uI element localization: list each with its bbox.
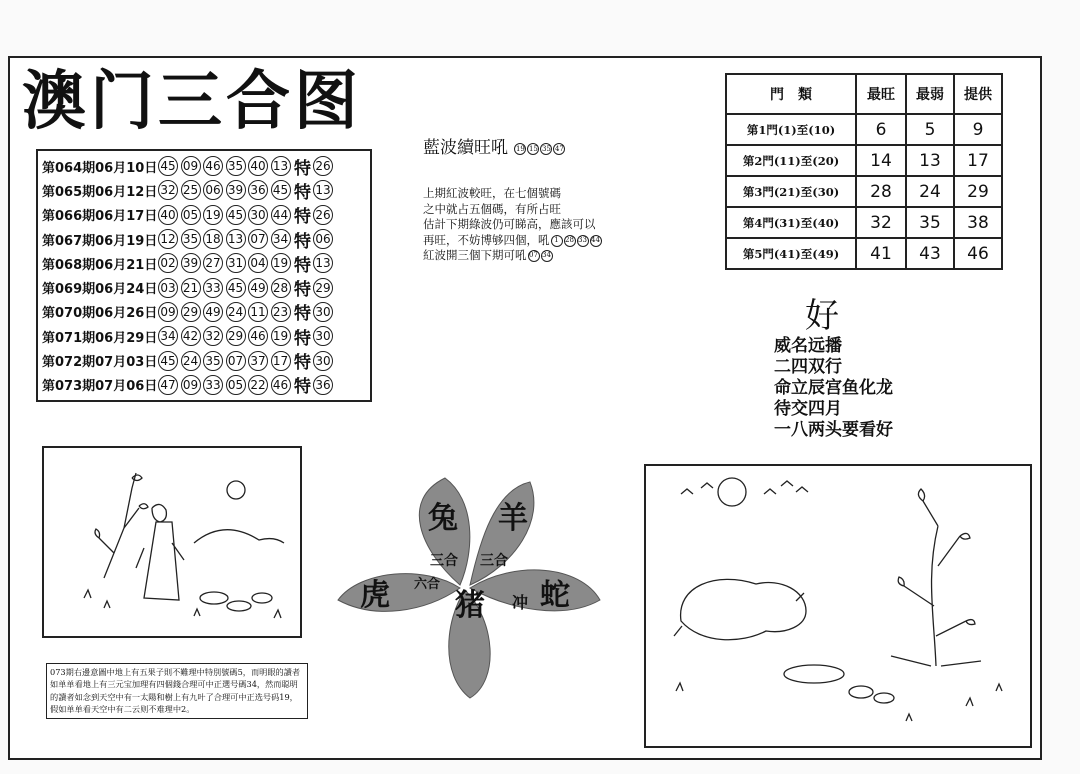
number-ball: 06 xyxy=(203,180,223,200)
poem-line: 命立辰宫鱼化龙 xyxy=(774,378,893,398)
circled-number: 1 xyxy=(551,235,563,247)
gate-cell-max: 41 xyxy=(856,238,906,269)
number-ball: 35 xyxy=(203,351,223,371)
number-ball: 29 xyxy=(181,302,201,322)
number-ball: 34 xyxy=(271,229,291,249)
number-ball: 33 xyxy=(203,375,223,395)
grass-icon xyxy=(84,590,281,618)
number-ball: 44 xyxy=(271,205,291,225)
draw-label: 第067期06月19日 xyxy=(42,233,158,249)
number-ball: 46 xyxy=(248,326,268,346)
special-label: 特 xyxy=(294,377,311,398)
header-max: 最旺 xyxy=(856,74,906,114)
draw-label: 第073期07月06日 xyxy=(42,379,158,395)
draw-label: 第066期06月17日 xyxy=(42,209,158,225)
gate-cell-label: 第5門(41)至(49) xyxy=(726,238,856,269)
special-ball: 30 xyxy=(313,326,333,346)
circled-number: 44 xyxy=(590,235,602,247)
gate-row xyxy=(726,145,1002,176)
number-ball: 39 xyxy=(181,253,201,273)
special-ball: 13 xyxy=(313,180,333,200)
number-ball: 29 xyxy=(226,326,246,346)
number-ball: 11 xyxy=(248,302,268,322)
page-title: 澳门三合图 xyxy=(22,65,362,139)
gate-row xyxy=(726,176,1002,207)
relation-sanhe-right: 三合 xyxy=(480,553,508,569)
number-ball: 32 xyxy=(203,326,223,346)
illustration-pig xyxy=(644,464,1032,748)
gate-cell-min: 43 xyxy=(906,238,954,269)
illustration-lady xyxy=(42,446,302,638)
number-ball: 05 xyxy=(226,375,246,395)
special-label: 特 xyxy=(294,328,311,349)
notes-title-text: 藍波續旺吼 xyxy=(423,138,508,158)
number-ball: 35 xyxy=(226,156,246,176)
poem-line: 威名远播 xyxy=(774,336,842,356)
number-ball: 34 xyxy=(158,326,178,346)
draw-label: 第065期06月12日 xyxy=(42,184,158,200)
special-ball: 30 xyxy=(313,351,333,371)
poem xyxy=(774,336,893,441)
gate-cell-max: 6 xyxy=(856,114,906,145)
poem-line: 二四双行 xyxy=(774,357,842,377)
gate-cell-label: 第2門(11)至(20) xyxy=(726,145,856,176)
number-ball: 45 xyxy=(226,205,246,225)
number-ball: 46 xyxy=(271,375,291,395)
birds-icon xyxy=(681,481,808,494)
number-ball: 07 xyxy=(226,351,246,371)
sun-icon xyxy=(227,481,245,499)
draw-label: 第072期07月03日 xyxy=(42,355,158,371)
gate-cell-offer: 17 xyxy=(954,145,1002,176)
number-ball: 12 xyxy=(158,229,178,249)
number-ball: 24 xyxy=(181,351,201,371)
number-ball: 45 xyxy=(271,180,291,200)
special-label: 特 xyxy=(294,353,311,374)
leaves-icon xyxy=(95,475,148,538)
zodiac-flower xyxy=(330,470,620,704)
gate-cell-label: 第3門(21)至(30) xyxy=(726,176,856,207)
draw-label: 第064期06月10日 xyxy=(42,160,158,176)
notes-line-text: 紅波開三個下期可吼 xyxy=(423,248,527,262)
special-label: 特 xyxy=(294,158,311,179)
number-ball: 13 xyxy=(271,156,291,176)
stone-icon xyxy=(252,593,272,603)
stone-icon xyxy=(227,601,251,611)
relation-liuhe: 六合 xyxy=(414,577,441,592)
number-ball: 27 xyxy=(203,253,223,273)
stone-icon xyxy=(874,693,894,703)
number-ball: 23 xyxy=(271,302,291,322)
scan-corner xyxy=(0,0,356,55)
notes-line: 之中就占五個碼，有所占旺 xyxy=(423,201,561,216)
number-ball: 02 xyxy=(158,253,178,273)
number-ball: 35 xyxy=(181,229,201,249)
circled-number: 15 xyxy=(528,144,538,153)
special-label: 特 xyxy=(294,207,311,228)
notes-line: 上期紅波較旺，在七個號碼 xyxy=(423,186,561,200)
special-ball: 26 xyxy=(313,205,333,225)
number-ball: 31 xyxy=(226,253,246,273)
notes-title xyxy=(423,133,565,158)
number-ball: 05 xyxy=(181,205,201,225)
special-label: 特 xyxy=(294,280,311,301)
zodiac-tiger: 虎 xyxy=(360,578,390,613)
pig-icon xyxy=(674,579,806,639)
number-ball: 13 xyxy=(226,229,246,249)
number-ball: 40 xyxy=(248,156,268,176)
hill-icon xyxy=(194,530,284,543)
draw-label: 第071期06月29日 xyxy=(42,330,158,346)
special-label: 特 xyxy=(294,231,311,252)
number-ball: 46 xyxy=(203,156,223,176)
notes-line-numbers xyxy=(550,233,602,247)
number-ball: 30 xyxy=(248,205,268,225)
number-ball: 37 xyxy=(248,351,268,371)
number-ball: 19 xyxy=(271,253,291,273)
number-ball: 39 xyxy=(226,180,246,200)
gate-row xyxy=(726,238,1002,269)
header-category: 門 類 xyxy=(726,74,856,114)
number-ball: 07 xyxy=(248,229,268,249)
header-offer: 提供 xyxy=(954,74,1002,114)
circled-number: 07 xyxy=(528,250,540,262)
draw-row xyxy=(42,227,370,251)
number-ball: 49 xyxy=(248,278,268,298)
header-min: 最弱 xyxy=(906,74,954,114)
draw-row xyxy=(42,275,370,299)
number-ball: 40 xyxy=(158,205,178,225)
number-ball: 19 xyxy=(203,205,223,225)
number-ball: 19 xyxy=(271,326,291,346)
gate-row xyxy=(726,114,1002,145)
special-ball: 36 xyxy=(313,375,333,395)
gate-cell-label: 第4門(31)至(40) xyxy=(726,207,856,238)
notes-line xyxy=(423,248,602,264)
poem-line: 一八两头要看好 xyxy=(774,420,893,440)
number-ball: 21 xyxy=(181,278,201,298)
tree-icon xyxy=(99,473,139,578)
number-ball: 49 xyxy=(203,302,223,322)
number-ball: 18 xyxy=(203,229,223,249)
circled-number: 19 xyxy=(515,144,525,153)
relation-sanhe-left: 三合 xyxy=(430,553,458,569)
gate-cell-min: 24 xyxy=(906,176,954,207)
zodiac-rabbit: 兔 xyxy=(428,501,458,536)
stone-slab-icon xyxy=(784,665,844,683)
draw-label: 第069期06月24日 xyxy=(42,282,158,298)
gate-cell-max: 32 xyxy=(856,207,906,238)
zodiac-goat: 羊 xyxy=(498,501,528,536)
notes-body xyxy=(423,186,602,264)
draw-row xyxy=(42,203,370,227)
special-label: 特 xyxy=(294,304,311,325)
special-ball: 06 xyxy=(313,229,333,249)
gate-cell-min: 35 xyxy=(906,207,954,238)
grass-icon xyxy=(676,683,1002,721)
notes-title-numbers xyxy=(513,138,565,158)
draw-row xyxy=(42,154,370,178)
gate-table-header xyxy=(726,74,1002,114)
good-word: 好 xyxy=(805,296,839,336)
zodiac-pig: 猪 xyxy=(455,588,485,623)
draw-row xyxy=(42,348,370,372)
draw-label: 第068期06月21日 xyxy=(42,257,158,273)
gate-table xyxy=(725,73,1003,270)
special-ball: 13 xyxy=(313,253,333,273)
special-label: 特 xyxy=(294,182,311,203)
circled-number: 47 xyxy=(554,144,564,153)
draw-row xyxy=(42,251,370,275)
gate-cell-offer: 38 xyxy=(954,207,1002,238)
number-ball: 36 xyxy=(248,180,268,200)
notes-line xyxy=(423,233,602,249)
number-ball: 04 xyxy=(248,253,268,273)
number-ball: 28 xyxy=(271,278,291,298)
poem-line: 待交四月 xyxy=(774,399,842,419)
number-ball: 24 xyxy=(226,302,246,322)
draw-results-table xyxy=(36,149,372,402)
gate-cell-max: 28 xyxy=(856,176,906,207)
draw-row xyxy=(42,300,370,324)
circled-number: 33 xyxy=(577,235,589,247)
draw-label: 第070期06月26日 xyxy=(42,306,158,322)
flower-petal xyxy=(338,574,460,612)
leaves-icon xyxy=(898,489,975,625)
zodiac-snake: 蛇 xyxy=(540,578,570,613)
number-ball: 47 xyxy=(158,375,178,395)
stone-icon xyxy=(200,592,228,604)
number-ball: 32 xyxy=(158,180,178,200)
number-ball: 25 xyxy=(181,180,201,200)
special-ball: 29 xyxy=(313,278,333,298)
stone-icon xyxy=(849,686,873,698)
number-ball: 33 xyxy=(203,278,223,298)
special-label: 特 xyxy=(294,255,311,276)
number-ball: 42 xyxy=(181,326,201,346)
circled-number: 34 xyxy=(541,250,553,262)
number-ball: 45 xyxy=(158,156,178,176)
circled-number: 35 xyxy=(541,144,551,153)
puzzle-description: 073期右邊意圖中地上有五果子則不難理中特別號碼5，而明眼的讀者如单单看地上有三元宝加理有四個錢合理可中正選号碼34，然而聪明的讀者如念到天空中有一太陽和樹上有九叶了合理可中正选号码19，假如单单看天空中有二云则不难理中2。 xyxy=(46,663,308,719)
number-ball: 09 xyxy=(181,156,201,176)
number-ball: 09 xyxy=(181,375,201,395)
gate-cell-max: 14 xyxy=(856,145,906,176)
draw-row xyxy=(42,324,370,348)
lady-figure-icon xyxy=(136,504,184,600)
gate-cell-offer: 29 xyxy=(954,176,1002,207)
relation-chong: 冲 xyxy=(512,593,529,612)
gate-cell-offer: 9 xyxy=(954,114,1002,145)
number-ball: 45 xyxy=(226,278,246,298)
number-ball: 45 xyxy=(158,351,178,371)
sun-icon xyxy=(718,478,746,506)
special-ball: 30 xyxy=(313,302,333,322)
gate-row xyxy=(726,207,1002,238)
notes-line-text: 再旺，不妨博够四個，吼 xyxy=(423,232,550,247)
draw-row xyxy=(42,178,370,202)
number-ball: 09 xyxy=(158,302,178,322)
number-ball: 22 xyxy=(248,375,268,395)
number-ball: 17 xyxy=(271,351,291,371)
draw-row xyxy=(42,373,370,397)
flower-petal xyxy=(470,570,600,611)
gate-cell-min: 13 xyxy=(906,145,954,176)
circled-number: 28 xyxy=(564,235,576,247)
special-ball: 26 xyxy=(313,156,333,176)
gate-cell-label: 第1門(1)至(10) xyxy=(726,114,856,145)
gate-cell-min: 5 xyxy=(906,114,954,145)
notes-line: 估計下期綠波仍可睇高，應該可以 xyxy=(423,217,596,231)
number-ball: 03 xyxy=(158,278,178,298)
notes-line-numbers xyxy=(527,248,553,262)
gate-cell-offer: 46 xyxy=(954,238,1002,269)
